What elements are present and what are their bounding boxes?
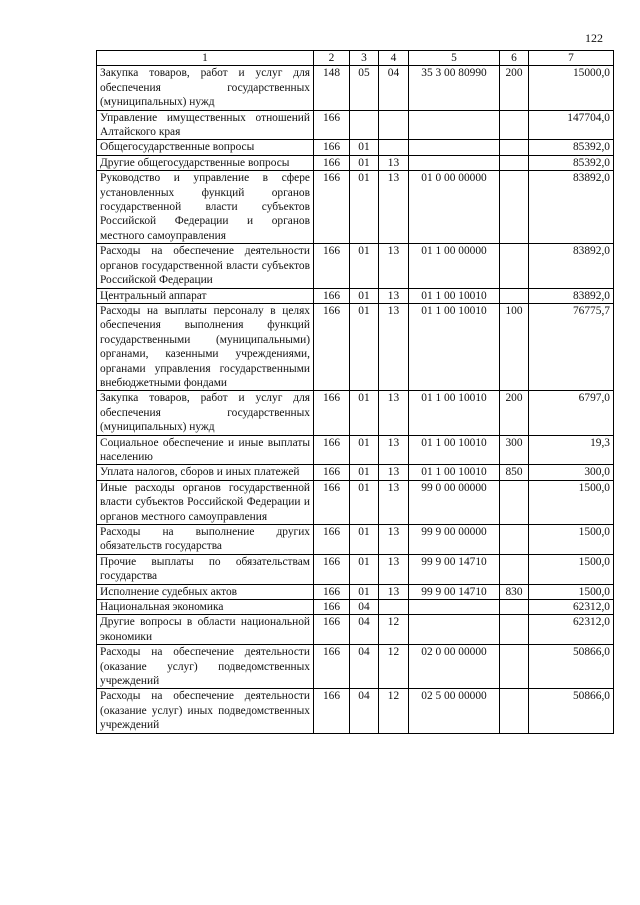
target-article-cell: 01 1 00 10010 bbox=[409, 435, 500, 465]
section-cell: 01 bbox=[350, 391, 379, 435]
target-article-cell: 99 9 00 00000 bbox=[409, 525, 500, 555]
header-cell: 2 bbox=[314, 51, 350, 66]
target-article-cell: 01 1 00 10010 bbox=[409, 391, 500, 435]
amount-cell: 6797,0 bbox=[529, 391, 614, 435]
target-article-cell: 99 0 00 00000 bbox=[409, 480, 500, 524]
amount-cell: 15000,0 bbox=[529, 66, 614, 110]
section-cell: 01 bbox=[350, 155, 379, 170]
table-row bbox=[97, 480, 614, 524]
expense-type-cell bbox=[500, 689, 529, 733]
target-article-cell: 35 3 00 80990 bbox=[409, 66, 500, 110]
target-article-cell bbox=[409, 140, 500, 155]
item-name-cell: Закупка товаров, работ и услуг для обеспечения государственных (муниципальных) нужд bbox=[97, 391, 314, 435]
table-row bbox=[97, 288, 614, 303]
amount-cell: 83892,0 bbox=[529, 244, 614, 288]
table-row bbox=[97, 615, 614, 645]
expense-type-cell bbox=[500, 140, 529, 155]
header-cell: 3 bbox=[350, 51, 379, 66]
amount-cell: 19,3 bbox=[529, 435, 614, 465]
section-cell: 05 bbox=[350, 66, 379, 110]
admin-code-cell: 166 bbox=[314, 110, 350, 140]
admin-code-cell: 166 bbox=[314, 525, 350, 555]
expense-type-cell bbox=[500, 554, 529, 584]
admin-code-cell: 166 bbox=[314, 140, 350, 155]
admin-code-cell: 166 bbox=[314, 689, 350, 733]
admin-code-cell: 166 bbox=[314, 303, 350, 390]
item-name-cell: Закупка товаров, работ и услуг для обеспечения государственных (муниципальных) нужд bbox=[97, 66, 314, 110]
admin-code-cell: 166 bbox=[314, 554, 350, 584]
item-name-cell: Управление имущественных отношений Алтайского края bbox=[97, 110, 314, 140]
table-row bbox=[97, 554, 614, 584]
item-name-cell: Расходы на выплаты персоналу в целях обеспечения выполнения функций государственными (муниципальными) органами, казенными учреждениями, органами управления государственными внебюджетными фондами bbox=[97, 303, 314, 390]
subsection-cell: 13 bbox=[379, 288, 409, 303]
item-name-cell: Социальное обеспечение и иные выплаты населению bbox=[97, 435, 314, 465]
subsection-cell: 13 bbox=[379, 465, 409, 480]
table-row bbox=[97, 689, 614, 733]
item-name-cell: Руководство и управление в сфере установленных функций органов государственной власти субъектов Российской Федерации и органов местного самоуправления bbox=[97, 171, 314, 244]
item-name-cell: Иные расходы органов государственной власти субъектов Российской Федерации и органов местного самоуправления bbox=[97, 480, 314, 524]
expense-type-cell bbox=[500, 480, 529, 524]
expense-type-cell bbox=[500, 525, 529, 555]
section-cell: 01 bbox=[350, 140, 379, 155]
item-name-cell: Центральный аппарат bbox=[97, 288, 314, 303]
subsection-cell: 12 bbox=[379, 615, 409, 645]
item-name-cell: Другие вопросы в области национальной экономики bbox=[97, 615, 314, 645]
amount-cell: 85392,0 bbox=[529, 155, 614, 170]
item-name-cell: Национальная экономика bbox=[97, 600, 314, 615]
expense-type-cell: 830 bbox=[500, 584, 529, 599]
subsection-cell bbox=[379, 110, 409, 140]
amount-cell: 1500,0 bbox=[529, 554, 614, 584]
section-cell: 01 bbox=[350, 288, 379, 303]
target-article-cell bbox=[409, 600, 500, 615]
section-cell: 01 bbox=[350, 303, 379, 390]
admin-code-cell: 166 bbox=[314, 615, 350, 645]
subsection-cell: 04 bbox=[379, 66, 409, 110]
target-article-cell: 01 1 00 10010 bbox=[409, 288, 500, 303]
expense-type-cell bbox=[500, 244, 529, 288]
table-row bbox=[97, 155, 614, 170]
expense-type-cell: 200 bbox=[500, 391, 529, 435]
table-row bbox=[97, 140, 614, 155]
subsection-cell: 13 bbox=[379, 303, 409, 390]
table-row bbox=[97, 465, 614, 480]
amount-cell: 50866,0 bbox=[529, 645, 614, 689]
subsection-cell: 13 bbox=[379, 584, 409, 599]
section-cell: 01 bbox=[350, 584, 379, 599]
table-row bbox=[97, 244, 614, 288]
header-cell: 6 bbox=[500, 51, 529, 66]
table-row bbox=[97, 435, 614, 465]
amount-cell: 1500,0 bbox=[529, 584, 614, 599]
target-article-cell bbox=[409, 155, 500, 170]
admin-code-cell: 166 bbox=[314, 645, 350, 689]
target-article-cell: 99 9 00 14710 bbox=[409, 554, 500, 584]
target-article-cell: 02 5 00 00000 bbox=[409, 689, 500, 733]
item-name-cell: Расходы на обеспечение деятельности (оказание услуг) подведомственных учреждений bbox=[97, 645, 314, 689]
expense-type-cell bbox=[500, 110, 529, 140]
section-cell bbox=[350, 110, 379, 140]
item-name-cell: Общегосударственные вопросы bbox=[97, 140, 314, 155]
table-row bbox=[97, 525, 614, 555]
header-cell: 7 bbox=[529, 51, 614, 66]
amount-cell: 76775,7 bbox=[529, 303, 614, 390]
section-cell: 01 bbox=[350, 171, 379, 244]
amount-cell: 1500,0 bbox=[529, 480, 614, 524]
subsection-cell bbox=[379, 600, 409, 615]
subsection-cell: 12 bbox=[379, 645, 409, 689]
expense-type-cell bbox=[500, 600, 529, 615]
item-name-cell: Расходы на выполнение других обязательств государства bbox=[97, 525, 314, 555]
section-cell: 04 bbox=[350, 600, 379, 615]
admin-code-cell: 166 bbox=[314, 391, 350, 435]
admin-code-cell: 166 bbox=[314, 584, 350, 599]
subsection-cell: 13 bbox=[379, 435, 409, 465]
expense-type-cell bbox=[500, 288, 529, 303]
amount-cell: 83892,0 bbox=[529, 171, 614, 244]
target-article-cell: 02 0 00 00000 bbox=[409, 645, 500, 689]
target-article-cell: 99 9 00 14710 bbox=[409, 584, 500, 599]
table-row bbox=[97, 584, 614, 599]
expense-type-cell bbox=[500, 155, 529, 170]
amount-cell: 62312,0 bbox=[529, 600, 614, 615]
amount-cell: 85392,0 bbox=[529, 140, 614, 155]
admin-code-cell: 166 bbox=[314, 155, 350, 170]
admin-code-cell: 166 bbox=[314, 465, 350, 480]
subsection-cell: 12 bbox=[379, 689, 409, 733]
target-article-cell: 01 1 00 10010 bbox=[409, 465, 500, 480]
item-name-cell: Уплата налогов, сборов и иных платежей bbox=[97, 465, 314, 480]
item-name-cell: Другие общегосударственные вопросы bbox=[97, 155, 314, 170]
admin-code-cell: 166 bbox=[314, 288, 350, 303]
admin-code-cell: 166 bbox=[314, 600, 350, 615]
section-cell: 01 bbox=[350, 435, 379, 465]
section-cell: 01 bbox=[350, 554, 379, 584]
header-cell: 1 bbox=[97, 51, 314, 66]
page-number: 122 bbox=[585, 31, 603, 45]
subsection-cell: 13 bbox=[379, 391, 409, 435]
expense-type-cell: 850 bbox=[500, 465, 529, 480]
table-header-row bbox=[97, 51, 614, 66]
table-row bbox=[97, 645, 614, 689]
amount-cell: 50866,0 bbox=[529, 689, 614, 733]
admin-code-cell: 166 bbox=[314, 171, 350, 244]
section-cell: 01 bbox=[350, 465, 379, 480]
item-name-cell: Исполнение судебных актов bbox=[97, 584, 314, 599]
expense-type-cell bbox=[500, 615, 529, 645]
target-article-cell bbox=[409, 110, 500, 140]
section-cell: 04 bbox=[350, 615, 379, 645]
item-name-cell: Расходы на обеспечение деятельности органов государственной власти субъектов Российской Федерации bbox=[97, 244, 314, 288]
expense-type-cell bbox=[500, 645, 529, 689]
header-cell: 5 bbox=[409, 51, 500, 66]
amount-cell: 62312,0 bbox=[529, 615, 614, 645]
amount-cell: 1500,0 bbox=[529, 525, 614, 555]
subsection-cell: 13 bbox=[379, 554, 409, 584]
table-row bbox=[97, 600, 614, 615]
table-row bbox=[97, 303, 614, 390]
expense-type-cell bbox=[500, 171, 529, 244]
table-row bbox=[97, 171, 614, 244]
expense-type-cell: 100 bbox=[500, 303, 529, 390]
table-row bbox=[97, 391, 614, 435]
admin-code-cell: 166 bbox=[314, 435, 350, 465]
expense-type-cell: 300 bbox=[500, 435, 529, 465]
target-article-cell: 01 1 00 00000 bbox=[409, 244, 500, 288]
admin-code-cell: 166 bbox=[314, 480, 350, 524]
amount-cell: 147704,0 bbox=[529, 110, 614, 140]
subsection-cell: 13 bbox=[379, 171, 409, 244]
subsection-cell bbox=[379, 140, 409, 155]
header-cell: 4 bbox=[379, 51, 409, 66]
admin-code-cell: 166 bbox=[314, 244, 350, 288]
subsection-cell: 13 bbox=[379, 155, 409, 170]
target-article-cell bbox=[409, 615, 500, 645]
section-cell: 04 bbox=[350, 689, 379, 733]
subsection-cell: 13 bbox=[379, 244, 409, 288]
section-cell: 01 bbox=[350, 480, 379, 524]
table-row bbox=[97, 110, 614, 140]
admin-code-cell: 148 bbox=[314, 66, 350, 110]
budget-table bbox=[96, 50, 614, 734]
amount-cell: 83892,0 bbox=[529, 288, 614, 303]
target-article-cell: 01 0 00 00000 bbox=[409, 171, 500, 244]
section-cell: 04 bbox=[350, 645, 379, 689]
target-article-cell: 01 1 00 10010 bbox=[409, 303, 500, 390]
amount-cell: 300,0 bbox=[529, 465, 614, 480]
expense-type-cell: 200 bbox=[500, 66, 529, 110]
item-name-cell: Прочие выплаты по обязательствам государства bbox=[97, 554, 314, 584]
section-cell: 01 bbox=[350, 244, 379, 288]
section-cell: 01 bbox=[350, 525, 379, 555]
subsection-cell: 13 bbox=[379, 480, 409, 524]
table-row bbox=[97, 66, 614, 110]
item-name-cell: Расходы на обеспечение деятельности (оказание услуг) иных подведомственных учреждений bbox=[97, 689, 314, 733]
subsection-cell: 13 bbox=[379, 525, 409, 555]
